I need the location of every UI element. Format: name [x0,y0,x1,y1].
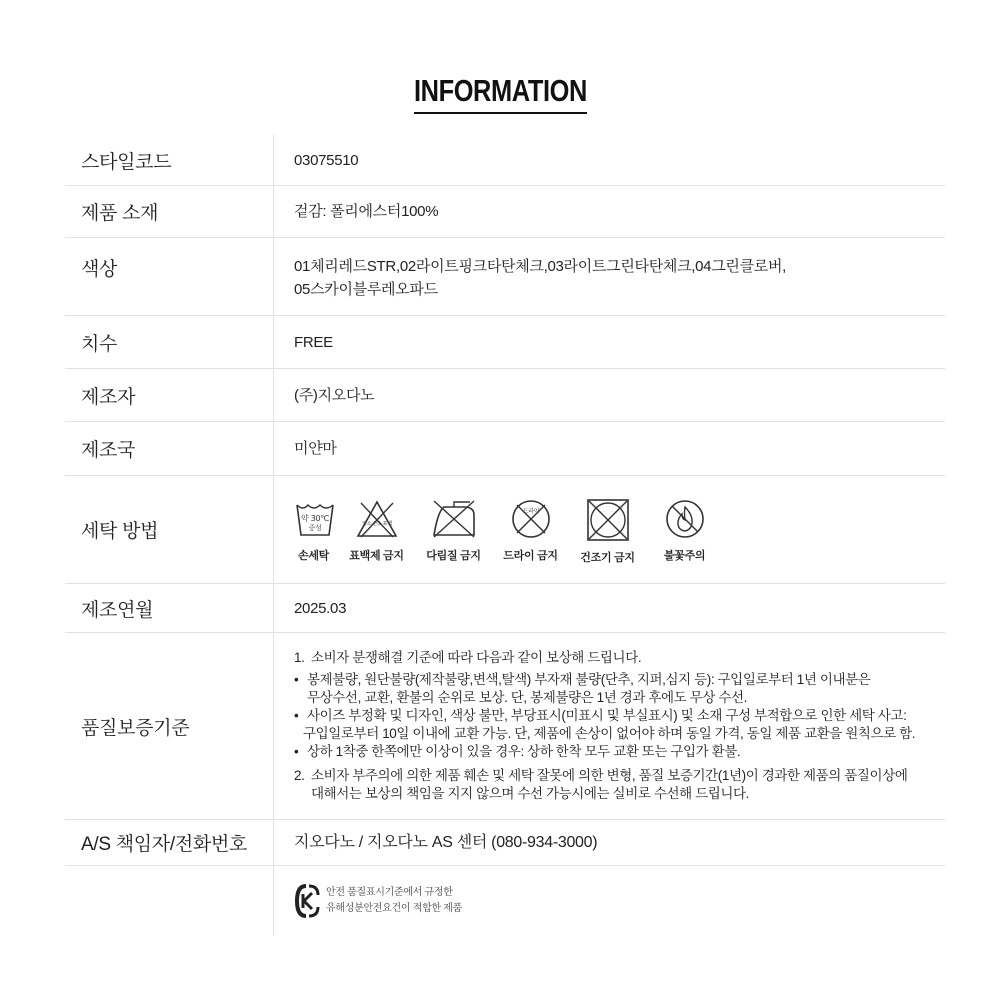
kc-text-line2: 유해성분안전요건이 적합한 제품 [326,903,462,914]
quality-num-2: 2. [294,768,305,783]
label-care: 세탁 방법 [81,521,159,542]
row-care [65,476,945,584]
care-no-bleach [338,499,415,568]
caption-flame-caution: 불꽃주의 [663,550,706,562]
quality-b3: 상하 1착중 한쪽에만 이상이 있을 경우: 상하 한착 모두 교환 또는 구입가 환불. [307,744,741,759]
care-hand-wash [294,499,338,568]
page-title: INFORMATION [414,72,587,114]
bullet: • [294,708,299,723]
label-style-code: 스타일코드 [81,151,172,173]
value-date: 2025.03 [294,599,347,617]
quality-b1-line1: 봉제불량, 원단불량(제작불량,변색,탈색) 부자재 불량(단추, 지퍼,심지 등): 구입일로부터 1년 이내분은 [307,672,871,687]
label-date: 제조연월 [81,599,154,621]
no-bleach-icon [355,499,399,539]
bullet: • [294,672,299,687]
row-size [65,316,945,369]
quality-p1: 소비자 분쟁해결 기준에 따라 다음과 같이 보상해 드립니다. [311,650,642,665]
color-line-2: 05스카이블루레오파드 [294,281,438,298]
quality-num-1: 1. [294,650,305,665]
flame-caution-icon [663,499,707,539]
label-maker: 제조자 [81,386,136,408]
color-line-1: 01체리레드STR,02라이트핑크타탄체크,03라이트그린타탄체크,04그린클로버, [294,258,787,275]
caption-no-dry-clean: 드라이 금지 [503,550,558,562]
no-tumble-dry-icon [586,499,630,541]
care-no-tumble-dry [569,499,646,570]
row-as [65,820,945,866]
row-material [65,186,945,238]
label-country: 제조국 [81,440,136,461]
caption-hand-wash: 손세탁 [298,550,329,562]
label-quality: 품질보증기준 [81,717,190,739]
row-country [65,422,945,476]
quality-b2-line2: 구입일로부터 10일 이내에 교환 가능. 단, 제품에 손상이 없어야 하며 동일 가격, 동일 제품 교환을 원칙으로 함. [303,726,916,741]
value-size: FREE [294,333,333,351]
caption-no-tumble-dry: 건조기 금지 [580,552,635,564]
row-color [65,238,945,316]
value-style-code: 03075510 [294,151,359,169]
caption-no-bleach: 표백제 금지 [349,550,404,562]
hand-wash-temp: 약 30℃ [301,514,329,523]
label-material: 제품 소재 [81,203,159,224]
hand-wash-detergent: 중성 [308,524,322,532]
label-color: 색상 [81,259,118,280]
care-flame-caution [646,499,723,568]
row-date [65,584,945,633]
no-dry-clean-icon [509,499,553,539]
row-kc [65,866,945,936]
hand-wash-icon [294,499,336,539]
quality-b1-line2: 무상수선, 교환, 환불의 순위로 보상. 단, 봉제불량은 1년 경과 후에도 무상 수선. [307,690,747,705]
care-symbols [294,499,945,570]
quality-p2-line2: 대해서는 보상의 책임을 지지 않으며 수선 가능시에는 실비로 수선해 드립니다. [311,786,750,801]
row-quality [65,633,945,820]
kc-text-line1: 안전 품질표시기준에서 규정한 [326,887,453,898]
info-table [65,135,945,936]
value-material: 겉감: 폴리에스터100% [294,203,439,220]
label-size: 치수 [81,333,118,355]
quality-b2-line1: 사이즈 부정확 및 디자인, 색상 불만, 부당표시(미표시 및 부실표시) 및 소재 구성 부적합으로 인한 세탁 사고: [307,708,907,723]
care-no-dry-clean [492,499,569,568]
no-iron-icon [428,499,480,539]
value-care [273,489,945,570]
bullet: • [294,744,299,759]
no-dry-clean-inner: 드라이 [522,508,539,515]
care-no-iron [415,499,492,568]
kc-certification-icon [294,883,320,919]
no-bleach-inner: 염소·산소 표백 [361,521,392,527]
quality-p2-line1: 소비자 부주의에 의한 제품 훼손 및 세탁 잘못에 의한 변형, 품질 보증기간(1년)이 경과한 제품의 품질이상에 [311,768,908,783]
value-maker: (주)지오다노 [294,386,375,404]
label-as: A/S 책임자/전화번호 [81,834,248,855]
caption-no-iron: 다림질 금지 [426,550,481,562]
value-country: 미얀마 [294,440,337,457]
kc-mark [294,883,945,919]
value-quality [273,649,945,803]
row-maker [65,369,945,422]
row-style-code [65,135,945,186]
value-color [273,238,945,301]
value-as: 지오다노 / 지오다노 AS 센터 (080-934-3000) [294,834,598,851]
